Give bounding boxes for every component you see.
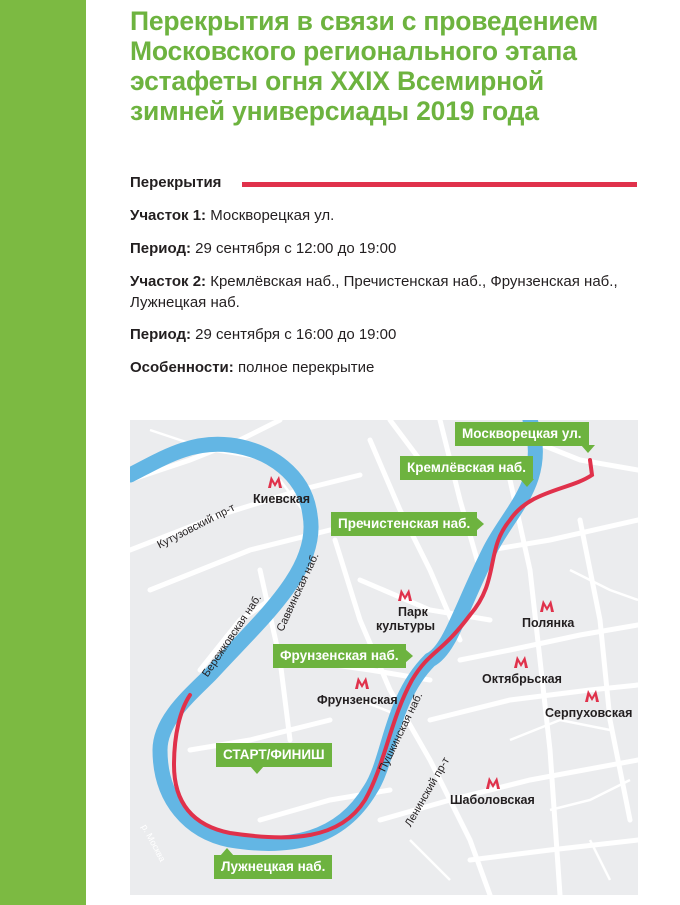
street-label-savvinskaya: Саввинская наб. xyxy=(274,551,322,634)
route-map xyxy=(130,420,638,895)
closure-section-1 xyxy=(130,205,650,226)
station-label-shabolovskaya: Шаболовская xyxy=(450,793,535,807)
item-text: Москворецкая ул. xyxy=(206,207,335,224)
item-text: Кремлёвская наб., Пречистенская наб., Фрунзенская наб., Лужнецкая наб. xyxy=(130,273,618,311)
closure-period-2 xyxy=(130,324,650,345)
callout-pointer xyxy=(476,517,484,531)
metro-icon xyxy=(398,589,412,601)
title-line: эстафеты огня XXIX Всемирной xyxy=(130,66,544,96)
closure-section-2 xyxy=(130,271,635,313)
page-title xyxy=(130,6,650,126)
closure-features xyxy=(130,357,650,378)
item-text: 29 сентября с 12:00 до 19:00 xyxy=(191,240,397,257)
station-label-serpukhovskaya: Серпуховская xyxy=(545,706,633,720)
title-line: зимней универсиады 2019 года xyxy=(130,96,539,126)
item-label: Участок 1: xyxy=(130,207,207,224)
callout-text: Кремлёвская наб. xyxy=(407,460,527,475)
item-text: 29 сентября с 16:00 до 19:00 xyxy=(191,326,397,343)
metro-icon xyxy=(514,656,528,668)
metro-icon xyxy=(355,677,369,689)
item-text: полное перекрытие xyxy=(233,359,375,376)
metro-icon xyxy=(486,777,500,789)
callout-luzhnetskaya xyxy=(214,855,332,879)
street-label-pushkinskaya: Пушкинская наб. xyxy=(376,690,426,774)
callout-prechistenskaya xyxy=(331,512,477,536)
street-label-berezhkovskaya: Бережковская наб. xyxy=(200,592,265,680)
callout-start-finish xyxy=(216,743,332,767)
station-label-polyanka: Полянка xyxy=(522,616,575,630)
callout-frunzenskaya-nab xyxy=(273,644,406,668)
callout-pointer xyxy=(520,479,534,487)
section-divider xyxy=(242,182,637,187)
callout-pointer xyxy=(220,848,234,856)
callout-text: Москворецкая ул. xyxy=(462,426,582,441)
callout-text: Лужнецкая наб. xyxy=(221,859,326,874)
item-label: Особенности: xyxy=(130,359,234,376)
callout-kremlevskaya xyxy=(400,456,533,480)
green-side-bar xyxy=(0,0,86,905)
section-label: Перекрытия xyxy=(130,174,222,191)
title-line: Московского регионального этапа xyxy=(130,36,577,66)
metro-icon xyxy=(585,690,599,702)
street-label-kutuzovsky: Кутузовский пр-т xyxy=(155,501,238,552)
title-line: Перекрытия в связи с проведением xyxy=(130,6,599,36)
station-label-oktyabrskaya: Октябрьская xyxy=(482,672,562,686)
item-label: Период: xyxy=(130,240,191,257)
item-label: Период: xyxy=(130,326,191,343)
callout-pointer xyxy=(250,766,264,774)
item-label: Участок 2: xyxy=(130,273,207,290)
closure-period-1 xyxy=(130,238,650,259)
station-label-kievskaya: Киевская xyxy=(253,492,311,506)
callout-text: СТАРТ/ФИНИШ xyxy=(223,747,325,762)
station-label-frunzenskaya: Фрунзенская xyxy=(317,693,398,707)
street-label-leninsky: Ленинский пр-т xyxy=(402,755,453,829)
callout-pointer xyxy=(581,445,595,453)
callout-text: Пречистенская наб. xyxy=(338,516,471,531)
callout-moskvoretskaya xyxy=(455,422,589,446)
callout-pointer xyxy=(405,649,413,663)
callout-text: Фрунзенская наб. xyxy=(280,648,399,663)
station-label-park-kultury: культуры xyxy=(376,619,436,633)
section-header xyxy=(130,174,637,194)
station-label-park-kultury: Парк xyxy=(398,605,428,619)
river-label: р. Москва xyxy=(139,822,168,864)
metro-icon xyxy=(268,476,282,488)
metro-icon xyxy=(540,600,554,612)
